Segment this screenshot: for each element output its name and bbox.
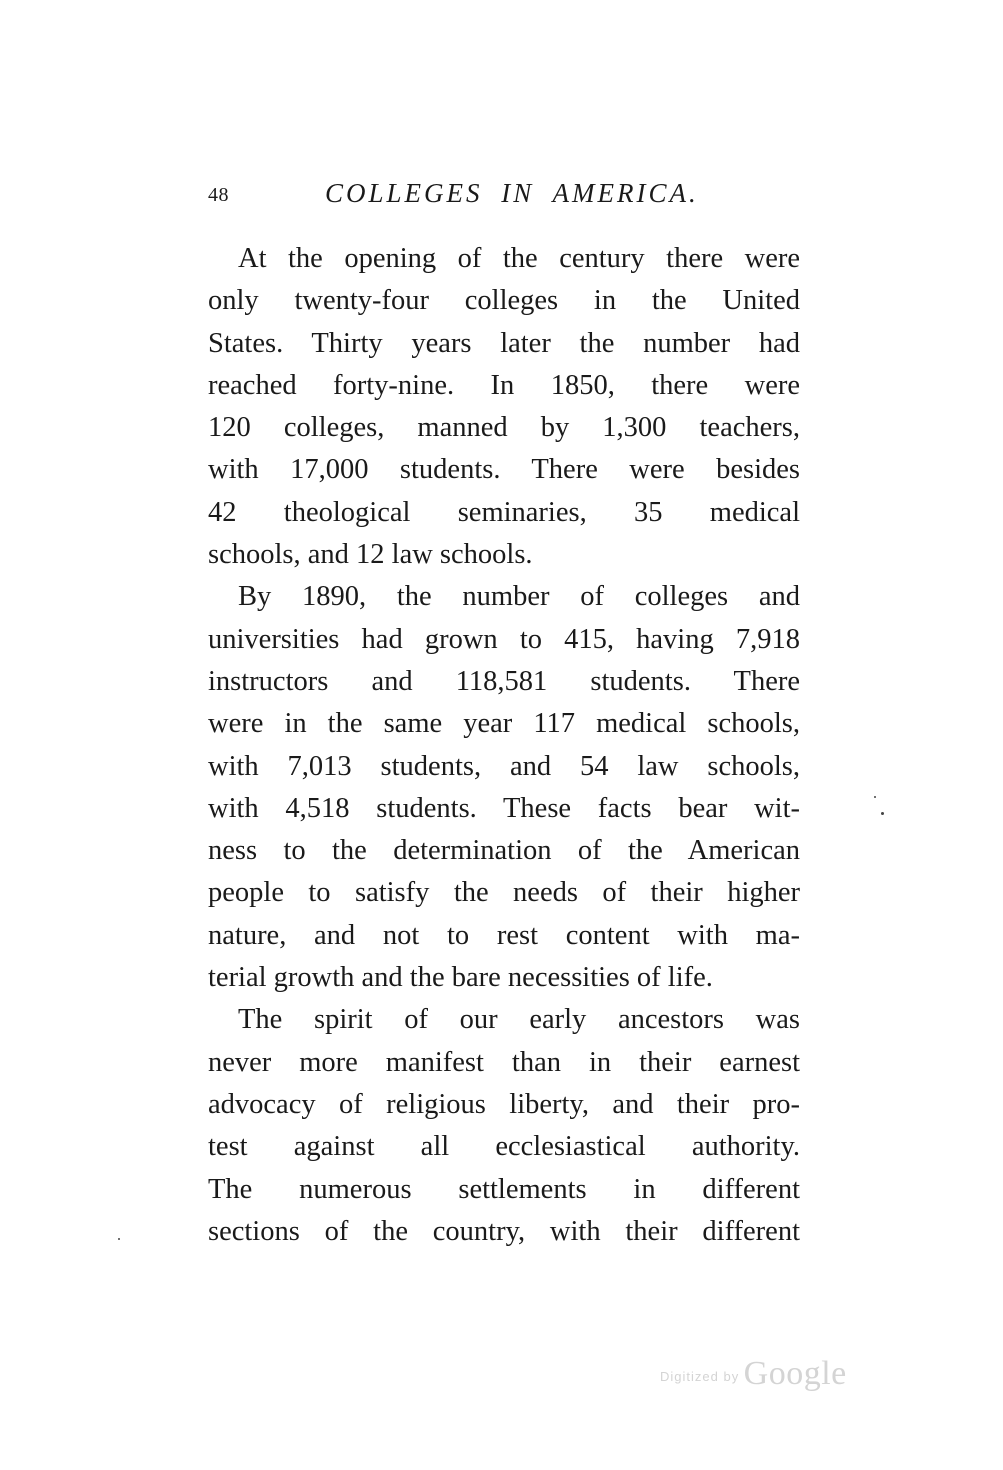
text-line: nature, and not to rest content with ma-	[208, 919, 800, 951]
text-line: only twenty-four colleges in the United	[208, 285, 800, 317]
text-line: 42 theological seminaries, 35 medical	[208, 496, 800, 528]
watermark-prefix: Digitized by	[660, 1369, 740, 1384]
text-line: reached forty-nine. In 1850, there were	[208, 369, 800, 401]
text-line: By 1890, the number of colleges and	[238, 581, 800, 613]
text-line: The numerous settlements in different	[208, 1173, 800, 1205]
google-logo: Google	[743, 1355, 847, 1392]
text-line: never more manifest than in their earnest	[208, 1046, 800, 1078]
text-line: with 7,013 students, and 54 law schools,	[208, 750, 800, 782]
text-line: States. Thirty years later the number had	[208, 327, 800, 359]
page-number: 48	[208, 184, 229, 206]
text-line: advocacy of religious liberty, and their pro-	[208, 1088, 800, 1120]
text-line: were in the same year 117 medical schools,	[208, 708, 800, 740]
text-line: with 17,000 students. There were besides	[208, 454, 800, 486]
body-text	[208, 238, 800, 1253]
scan-speck	[118, 1238, 120, 1240]
text-line: At the opening of the century there were	[238, 243, 800, 274]
text-line: with 4,518 students. These facts bear wit-	[208, 792, 800, 824]
text-line: The spirit of our early ancestors was	[238, 1004, 800, 1036]
text-line: 120 colleges, manned by 1,300 teachers,	[208, 412, 800, 444]
scan-speck	[881, 812, 884, 815]
paragraph-3	[208, 999, 800, 1253]
text-line: terial growth and the bare necessities of life.	[208, 962, 713, 994]
text-line: sections of the country, with their different	[208, 1215, 800, 1247]
running-head	[208, 178, 798, 218]
text-line: instructors and 118,581 students. There	[208, 665, 800, 697]
text-line: ness to the determination of the American	[208, 835, 800, 867]
text-line: test against all ecclesiastical authority.	[208, 1131, 800, 1163]
text-line: people to satisfy the needs of their higher	[208, 877, 800, 909]
text-line: universities had grown to 415, having 7,918	[208, 623, 800, 655]
digitized-by-google-watermark	[660, 1355, 847, 1393]
running-title: COLLEGES IN AMERICA.	[325, 178, 699, 208]
paragraph-1	[208, 238, 800, 576]
paragraph-2	[208, 576, 800, 999]
scan-speck	[874, 796, 876, 798]
text-line: schools, and 12 law schools.	[208, 539, 533, 571]
